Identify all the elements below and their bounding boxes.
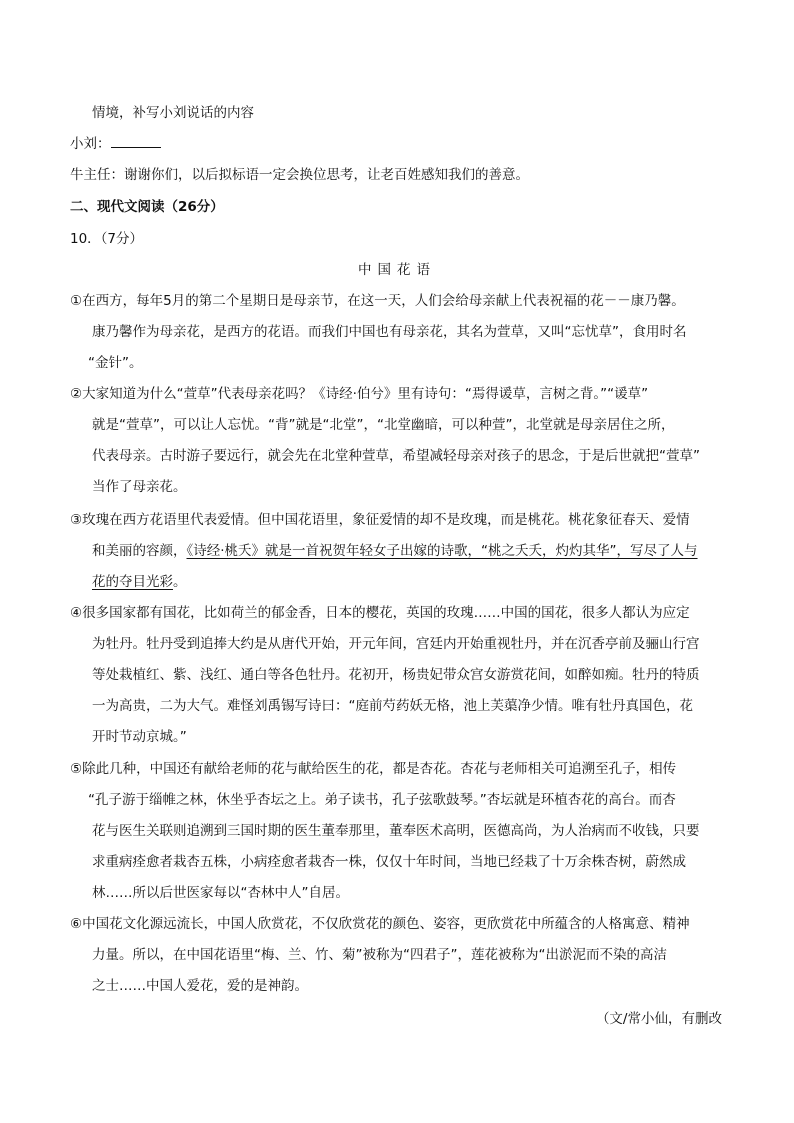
question-number: 10．（7分） xyxy=(70,231,144,247)
p5-line-5: 林……所以后世医家每以“杏林中人”自居。 xyxy=(92,885,349,901)
p6-line-3: 之士……中国人爱花，爱的是神韵。 xyxy=(92,978,308,994)
p2-line-2: 就是“萱草”，可以让人忘忧。“背”就是“北堂”，“北堂幽暗，可以种萱”，北堂就是母亲居住之所， xyxy=(92,417,675,433)
p4-line-4: 一为高贵，二为大气。难怪刘禹锡写诗曰：“庭前芍药妖无格，池上芙蕖净少情。唯有牡丹真国色，花 xyxy=(92,698,693,714)
p5-line-2: “孔子游于缁帷之林，休坐乎杏坛之上。弟子读书，孔子弦歌鼓琴。”杏坛就是环植杏花的高台。而杏 xyxy=(88,792,676,808)
p3-line-2-plain: 和美丽的容颜， xyxy=(92,543,187,559)
p1-line-1: ①在西方，每年5月的第二个星期日是母亲节，在这一天，人们会给母亲献上代表祝福的花－－康乃馨。 xyxy=(70,293,685,309)
p3-line-1: ③玫瑰在西方花语里代表爱情。但中国花语里，象征爱情的却不是玫瑰，而是桃花。桃花象征春天、爱情 xyxy=(70,512,690,528)
p1-line-2: 康乃馨作为母亲花，是西方的花语。而我们中国也有母亲花，其名为萱草，又叫“忘忧草”，食用时名 xyxy=(92,324,687,340)
q9-instruction-line: 情境，补写小刘说话的内容 xyxy=(92,105,254,121)
p3-period: 。 xyxy=(173,574,187,590)
p4-line-5: 开时节动京城。” xyxy=(92,729,187,745)
section-heading: 二、现代文阅读（26分） xyxy=(70,199,224,215)
xiaoliu-label: 小刘： xyxy=(70,136,111,152)
p2-line-3: 代表母亲。古时游子要远行，就会先在北堂种萱草，希望减轻母亲对孩子的思念，于是后世就把“萱草” xyxy=(92,448,700,464)
p3-line-3 xyxy=(92,573,187,591)
p5-line-4: 求重病痊愈者栽杏五株，小病痊愈者栽杏一株，仅仅十年时间，当地已经栽了十万余株杏树，蔚然成 xyxy=(92,854,686,870)
p3-line-2 xyxy=(92,542,698,560)
p1-line-3: “金针”。 xyxy=(88,355,143,371)
article-source: （文/常小仙，有删改 xyxy=(595,1011,722,1027)
niu-director-line: 牛主任：谢谢你们，以后拟标语一定会换位思考，让老百姓感知我们的善意。 xyxy=(70,167,529,183)
p3-underlined-text-end: 花的夺目光彩 xyxy=(92,574,173,590)
p2-line-4: 当作了母亲花。 xyxy=(92,479,187,495)
p6-line-2: 力量。所以，在中国花语里“梅、兰、竹、菊”被称为“四君子”，莲花被称为“出淤泥而不染的高洁 xyxy=(92,947,667,963)
p4-line-3: 等处栽植红、紫、浅红、通白等各色牡丹。花初开，杨贵妃带众宫女游赏花间，如醉如痴。牡丹的特质 xyxy=(92,667,700,683)
article-title: 中国花语 xyxy=(358,262,436,278)
p5-line-3: 花与医生关联则追溯到三国时期的医生董奉那里，董奉医术高明，医德高尚，为人治病而不收钱，只要 xyxy=(92,823,700,839)
p6-line-1: ⑥中国花文化源远流长，中国人欣赏花，不仅欣赏花的颜色、姿容，更欣赏花中所蕴含的人格寓意、精神 xyxy=(70,916,690,932)
p2-line-1: ②大家知道为什么“萱草”代表母亲花吗？《诗经·伯兮》里有诗句：“焉得谖草，言树之背。”“谖草” xyxy=(70,386,649,402)
p3-underlined-text: 《诗经·桃夭》就是一首祝贺年轻女子出嫁的诗歌，“桃之夭夭，灼灼其华”，写尽了人与 xyxy=(186,543,698,559)
p5-line-1: ⑤除此几种，中国还有献给老师的花与献给医生的花，都是杏花。杏花与老师相关可追溯至孔子，相传 xyxy=(70,761,677,777)
p4-line-1: ④很多国家都有国花，比如荷兰的郁金香，日本的樱花，英国的玫瑰……中国的国花，很多人都认为应定 xyxy=(70,605,690,621)
xiaoliu-answer-line xyxy=(70,134,161,153)
answer-blank[interactable] xyxy=(111,134,161,148)
p4-line-2: 为牡丹。牡丹受到追捧大约是从唐代开始，开元年间，宫廷内开始重视牡丹，并在沉香亭前及骊山行宫 xyxy=(92,636,700,652)
